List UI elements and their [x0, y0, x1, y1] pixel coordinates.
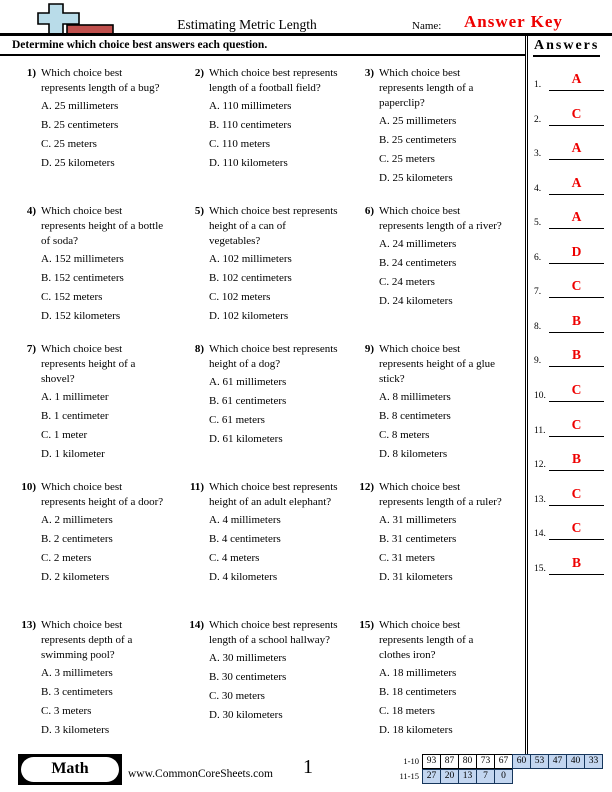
answer-item — [534, 99, 608, 126]
question-number: 2) — [194, 67, 204, 79]
answer-number: 6. — [534, 252, 542, 263]
question-choices — [209, 252, 338, 324]
question-choice: C. 30 meters — [209, 690, 265, 702]
instruction-text: Determine which choice best answers each question. — [12, 39, 268, 51]
score-cell: 67 — [494, 754, 513, 769]
question-number: 7) — [26, 343, 36, 355]
question-choice: A. 30 millimeters — [209, 652, 287, 664]
score-row-label: 11-15 — [399, 771, 419, 781]
header-divider — [0, 33, 612, 36]
question-choice: B. 25 centimeters — [379, 134, 457, 146]
question-choice: D. 25 kilometers — [379, 172, 453, 184]
question-body — [379, 66, 473, 190]
question-block — [8, 66, 176, 204]
answer-number: 11. — [534, 425, 546, 436]
question-choices — [209, 375, 338, 447]
answer-item — [534, 271, 608, 298]
question-text-line: Which choice best represents — [209, 619, 338, 631]
question-block — [346, 66, 526, 204]
score-cell: 47 — [548, 754, 567, 769]
question-choice: A. 8 millimeters — [379, 391, 451, 403]
question-text-line: represents height of a door? — [41, 496, 164, 508]
question-text-line: Which choice best — [41, 481, 123, 493]
question-choices — [41, 513, 163, 585]
question-number: 1) — [26, 67, 36, 79]
answer-letter: B — [571, 312, 581, 328]
score-table-row — [388, 754, 603, 769]
question-choice: A. 2 millimeters — [41, 514, 113, 526]
question-text-line: represents length of a river? — [379, 220, 502, 232]
question-text-line: Which choice best represents — [209, 481, 338, 493]
question-text-line: swimming pool? — [41, 649, 115, 661]
subject-badge — [18, 754, 122, 785]
question-choices — [379, 513, 502, 585]
question-choice: D. 152 kilometers — [41, 310, 121, 322]
question-choices — [41, 666, 132, 738]
score-cell: 73 — [476, 754, 495, 769]
question-number: 9) — [364, 343, 374, 355]
score-cell: 0 — [494, 769, 513, 784]
answer-blank — [549, 208, 604, 229]
answers-column-title: Answers — [533, 38, 600, 57]
answer-blank — [549, 139, 604, 160]
question-body — [209, 204, 338, 328]
answer-number: 1. — [534, 80, 542, 90]
question-text-line: Which choice best represents — [209, 205, 338, 217]
question-block — [176, 480, 346, 618]
question-text-line: represents length of a ruler? — [379, 496, 502, 508]
question-block — [176, 204, 346, 342]
answer-letter: A — [571, 209, 582, 225]
question-text-line: represents depth of a — [41, 634, 133, 646]
question-number: 5) — [194, 205, 204, 217]
question-choice: B. 4 centimeters — [209, 533, 281, 545]
question-choice: C. 24 meters — [379, 276, 435, 288]
answer-letter: C — [571, 105, 582, 121]
question-text-line: shovel? — [41, 373, 75, 385]
answer-number: 15. — [534, 563, 546, 574]
question-choice: A. 1 millimeter — [41, 391, 109, 403]
page-number: 1 — [303, 756, 313, 778]
question-choice: C. 4 meters — [209, 552, 260, 564]
question-choices — [209, 99, 338, 171]
answer-item — [534, 64, 608, 91]
question-number: 3) — [364, 67, 374, 79]
question-choice: B. 30 centimeters — [209, 671, 287, 683]
question-text-line: height of an adult elephant? — [209, 496, 332, 508]
question-text-line: Which choice best — [379, 67, 461, 79]
answer-item — [534, 410, 608, 437]
question-text-line: of soda? — [41, 235, 78, 247]
score-cell: 33 — [584, 754, 603, 769]
answer-number: 2. — [534, 114, 542, 125]
score-table — [388, 754, 603, 784]
score-cell: 40 — [566, 754, 585, 769]
question-choice: A. 102 millimeters — [209, 253, 292, 265]
question-choice: B. 1 centimeter — [41, 410, 109, 422]
score-cell: 60 — [512, 754, 531, 769]
answer-item — [534, 444, 608, 471]
answer-number: 14. — [534, 529, 546, 540]
question-choice: C. 25 meters — [379, 153, 435, 165]
answer-blank — [549, 554, 604, 575]
question-choice: D. 61 kilometers — [209, 433, 283, 445]
question-choice: A. 24 millimeters — [379, 238, 457, 250]
answer-number: 4. — [534, 183, 542, 194]
question-choice: D. 31 kilometers — [379, 571, 453, 583]
answer-blank — [549, 243, 604, 264]
question-number: 4) — [26, 205, 36, 217]
question-text-line: represents length of a — [379, 82, 474, 94]
answer-number: 3. — [534, 149, 542, 160]
questions-grid — [8, 66, 526, 756]
answer-number: 9. — [534, 356, 542, 367]
question-choice: B. 18 centimeters — [379, 686, 457, 698]
answer-letter: D — [571, 243, 582, 259]
question-choice: C. 8 meters — [379, 429, 430, 441]
question-choice: A. 61 millimeters — [209, 376, 287, 388]
answer-item — [534, 548, 608, 575]
question-text-line: Which choice best represents — [209, 67, 338, 79]
question-choice: A. 18 millimeters — [379, 667, 457, 679]
question-choice: A. 3 millimeters — [41, 667, 113, 679]
answer-item — [534, 202, 608, 229]
score-cell: 27 — [422, 769, 441, 784]
question-block — [176, 66, 346, 204]
answer-blank — [549, 450, 604, 471]
question-text-line: represents height of a bottle — [41, 220, 164, 232]
question-block — [8, 342, 176, 480]
score-cell: 13 — [458, 769, 477, 784]
question-body — [209, 66, 338, 175]
question-choice: C. 31 meters — [379, 552, 435, 564]
answer-item — [534, 513, 608, 540]
question-choice: C. 3 meters — [41, 705, 92, 717]
answer-item — [534, 168, 608, 195]
question-choice: C. 102 meters — [209, 291, 271, 303]
question-number: 11) — [189, 481, 204, 493]
score-cell: 53 — [530, 754, 549, 769]
question-text-line: vegetables? — [209, 235, 261, 247]
answer-blank — [549, 70, 604, 91]
answer-item — [534, 479, 608, 506]
question-block — [8, 480, 176, 618]
question-block — [346, 204, 526, 342]
answers-list — [534, 64, 608, 584]
question-text-line: Which choice best represents — [209, 343, 338, 355]
question-text-line: length of a school hallway? — [209, 634, 330, 646]
question-number: 6) — [364, 205, 374, 217]
answer-number: 12. — [534, 460, 546, 471]
question-block — [176, 342, 346, 480]
question-choice: C. 61 meters — [209, 414, 265, 426]
answer-blank — [549, 174, 604, 195]
score-row-label: 1-10 — [403, 756, 419, 766]
answer-letter: C — [571, 520, 582, 536]
question-text-line: represents length of a bug? — [41, 82, 160, 94]
score-cell: 7 — [476, 769, 495, 784]
question-choices — [209, 651, 338, 723]
question-choice: B. 110 centimeters — [209, 119, 292, 131]
question-choice: A. 25 millimeters — [41, 100, 119, 112]
question-number: 13) — [21, 619, 36, 631]
question-body — [379, 618, 473, 742]
question-number: 10) — [21, 481, 36, 493]
question-choice: B. 2 centimeters — [41, 533, 113, 545]
question-choice: B. 25 centimeters — [41, 119, 119, 131]
question-choice: B. 24 centimeters — [379, 257, 457, 269]
subject-badge-label: Math — [51, 760, 89, 777]
answer-number: 7. — [534, 287, 542, 298]
question-text-line: represents height of a — [41, 358, 136, 370]
answer-blank — [549, 519, 604, 540]
question-text-line: paperclip? — [379, 97, 425, 109]
answer-letter: C — [571, 416, 582, 432]
instruction-divider — [0, 54, 526, 56]
question-choices — [379, 237, 502, 309]
answer-letter: B — [571, 554, 581, 570]
question-choice: D. 110 kilometers — [209, 157, 288, 169]
score-cell: 93 — [422, 754, 441, 769]
answer-item — [534, 237, 608, 264]
answer-letter: B — [571, 347, 581, 363]
score-cell: 20 — [440, 769, 459, 784]
question-choice: D. 30 kilometers — [209, 709, 283, 721]
question-choice: B. 3 centimeters — [41, 686, 113, 698]
question-text-line: height of a dog? — [209, 358, 281, 370]
page-title: Estimating Metric Length — [177, 17, 317, 32]
question-text-line: height of a can of — [209, 220, 286, 232]
question-text-line: represents height of a glue — [379, 358, 496, 370]
question-choices — [41, 252, 163, 324]
question-text-line: stick? — [379, 373, 405, 385]
question-body — [41, 618, 132, 742]
question-number: 14) — [189, 619, 204, 631]
answer-letter: A — [571, 174, 582, 190]
question-text-line: Which choice best — [379, 343, 461, 355]
question-text-line: Which choice best — [41, 67, 123, 79]
question-block — [346, 342, 526, 480]
question-choice: B. 61 centimeters — [209, 395, 287, 407]
question-choice: B. 31 centimeters — [379, 533, 457, 545]
question-block — [8, 204, 176, 342]
answer-blank — [549, 277, 604, 298]
answer-number: 13. — [534, 494, 546, 505]
question-text-line: Which choice best — [41, 619, 123, 631]
question-body — [41, 480, 163, 589]
answer-blank — [549, 346, 604, 367]
question-choice: D. 18 kilometers — [379, 724, 453, 736]
answer-letter: C — [571, 485, 582, 501]
question-choice: B. 102 centimeters — [209, 272, 292, 284]
question-choice: C. 25 meters — [41, 138, 97, 150]
question-choices — [379, 114, 473, 186]
answer-blank — [549, 485, 604, 506]
subject-badge-inner — [21, 757, 119, 782]
name-label: Name: — [412, 20, 442, 32]
answer-number: 8. — [534, 321, 542, 332]
question-body — [209, 618, 338, 727]
question-choice: C. 1 meter — [41, 429, 88, 441]
question-body — [379, 342, 495, 466]
question-choice: A. 4 millimeters — [209, 514, 281, 526]
question-choice: C. 2 meters — [41, 552, 92, 564]
answer-number: 5. — [534, 218, 542, 229]
question-choice: D. 1 kilometer — [41, 448, 105, 460]
answer-number: 10. — [534, 390, 546, 401]
question-choice: D. 24 kilometers — [379, 295, 453, 307]
question-choice: C. 152 meters — [41, 291, 103, 303]
answer-item — [534, 133, 608, 160]
question-body — [41, 204, 163, 328]
question-choice: B. 8 centimeters — [379, 410, 451, 422]
question-number: 12) — [359, 481, 374, 493]
question-text-line: Which choice best — [41, 205, 123, 217]
question-choices — [379, 666, 473, 738]
score-table-row — [388, 769, 603, 784]
score-cell: 87 — [440, 754, 459, 769]
answer-letter: B — [571, 451, 581, 467]
question-choice: D. 102 kilometers — [209, 310, 289, 322]
question-text-line: represents length of a — [379, 634, 474, 646]
answer-letter: C — [571, 278, 582, 294]
question-block — [8, 618, 176, 756]
question-number: 15) — [359, 619, 374, 631]
answer-blank — [549, 105, 604, 126]
question-text-line: Which choice best — [41, 343, 123, 355]
question-choice: D. 8 kilometers — [379, 448, 448, 460]
answer-letter: A — [571, 71, 582, 86]
answer-letter: C — [571, 381, 582, 397]
question-choices — [209, 513, 338, 585]
website-text: www.CommonCoreSheets.com — [128, 768, 273, 780]
question-choice: C. 18 meters — [379, 705, 435, 717]
question-choices — [379, 390, 495, 462]
question-choice: A. 152 millimeters — [41, 253, 124, 265]
question-body — [209, 480, 338, 589]
question-choice: B. 152 centimeters — [41, 272, 124, 284]
question-body — [41, 342, 135, 466]
question-block — [346, 618, 526, 756]
question-choice: D. 2 kilometers — [41, 571, 110, 583]
answer-letter: A — [571, 140, 582, 156]
question-choice: A. 25 millimeters — [379, 115, 457, 127]
answer-blank — [549, 312, 604, 333]
name-value-answer-key: Answer Key — [464, 12, 563, 31]
answer-blank — [549, 381, 604, 402]
question-text-line: Which choice best — [379, 619, 461, 631]
question-choice: A. 31 millimeters — [379, 514, 457, 526]
question-text-line: Which choice best — [379, 481, 461, 493]
question-block — [176, 618, 346, 756]
answer-item — [534, 340, 608, 367]
question-body — [379, 204, 502, 313]
question-choice: D. 25 kilometers — [41, 157, 115, 169]
question-body — [41, 66, 160, 175]
answer-item — [534, 375, 608, 402]
question-body — [379, 480, 502, 589]
answer-blank — [549, 416, 604, 437]
question-block — [346, 480, 526, 618]
score-cell: 80 — [458, 754, 477, 769]
question-choices — [41, 390, 135, 462]
question-text-line: clothes iron? — [379, 649, 436, 661]
question-body — [209, 342, 338, 451]
question-number: 8) — [194, 343, 204, 355]
answer-item — [534, 306, 608, 333]
question-choice: D. 3 kilometers — [41, 724, 110, 736]
question-choice: A. 110 millimeters — [209, 100, 292, 112]
question-choices — [41, 99, 160, 171]
question-choice: D. 4 kilometers — [209, 571, 278, 583]
question-choice: C. 110 meters — [209, 138, 270, 150]
question-text-line: length of a football field? — [209, 82, 321, 94]
question-text-line: Which choice best — [379, 205, 461, 217]
